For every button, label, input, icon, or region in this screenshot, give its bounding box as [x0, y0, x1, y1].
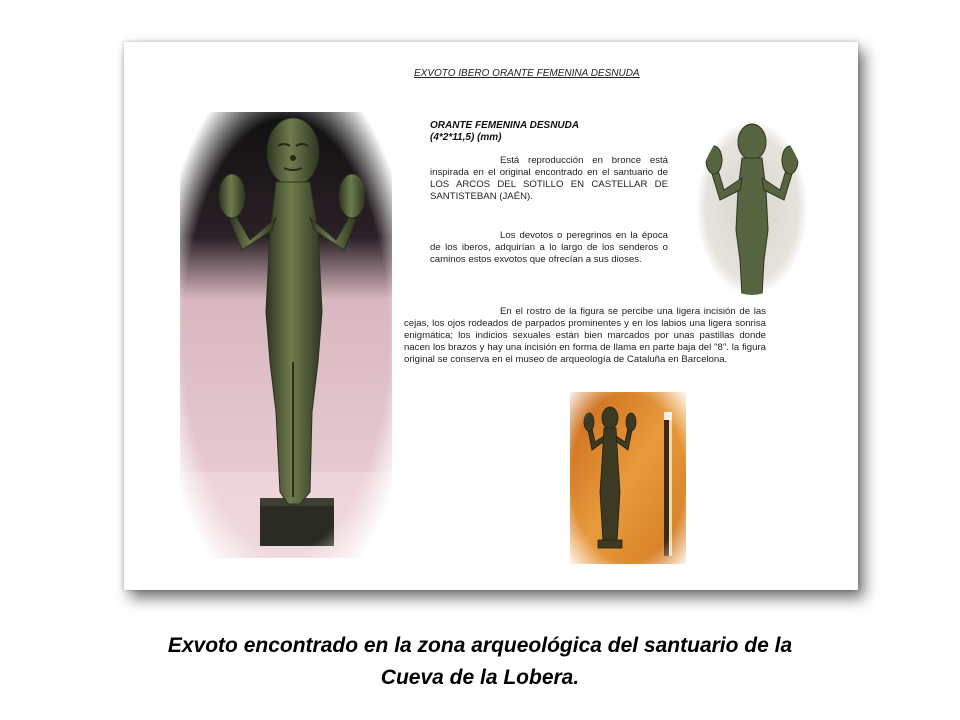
figure-heading: ORANTE FEMENINA DESNUDA (4*2*11,5) (mm) — [430, 120, 580, 143]
document-title: EXVOTO IBERO ORANTE FEMENINA DESNUDA — [414, 68, 640, 79]
paragraph-devotees: Los devotos o peregrinos en la época de los iberos, adquirían a lo largo de los senderos o caminos estos exvotos que ofrecían a sus dioses. — [430, 230, 668, 266]
figurine-main-photo — [180, 112, 392, 558]
document-card — [124, 42, 858, 590]
slide-caption: Exvoto encontrado en la zona arqueológica del santuario de la Cueva de la Lobera. — [167, 634, 793, 689]
figurine-measure-photo — [570, 392, 686, 564]
figurine-oval-photo — [696, 120, 808, 296]
paragraph-description: En el rostro de la figura se percibe una ligera incisión de las cejas, los ojos rodeados de parpados prominentes y en los labios una ligera sonrisa enigmática; los indicios sexuales están bien marcados por unas pastillas donde nacen los brazos y hay una incisión en forma de llama en parte baja del "8". la figura original se conserva en el museo de arqueología de Cataluña en Barcelona. — [404, 306, 766, 366]
paragraph-reproduction: Está reproducción en bronce está inspirada en el original encontrado en el santuario de LOS ARCOS DEL SOTILLO EN CASTELLAR DE SANTISTEBAN (JAÉN). — [430, 155, 668, 203]
